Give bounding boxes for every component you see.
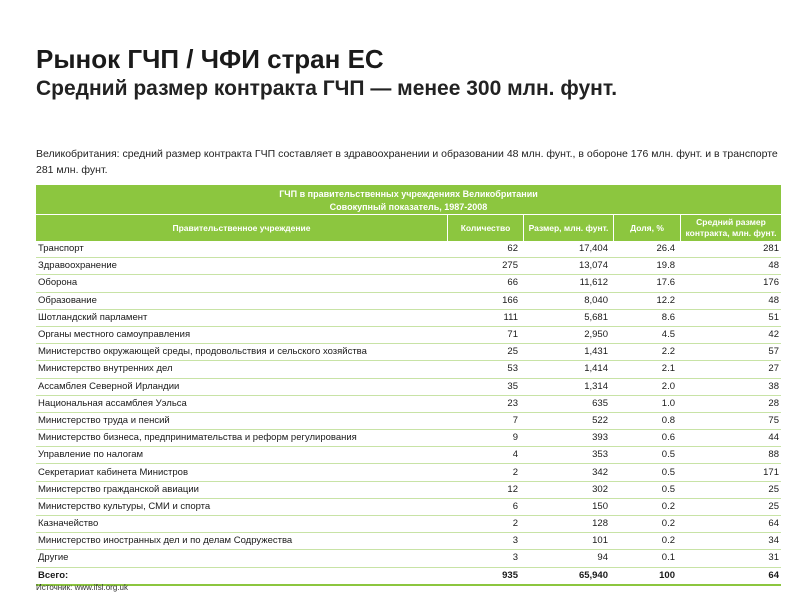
- total-size: 65,940: [578, 569, 608, 581]
- header-size: Размер, млн. фунт.: [524, 215, 614, 241]
- cell-count: 7: [512, 414, 518, 426]
- cell-average: 48: [768, 260, 779, 272]
- cell-institution: Управление по налогам: [38, 449, 144, 461]
- table-row: [36, 499, 781, 516]
- cell-average: 176: [763, 277, 779, 289]
- cell-share: 0.2: [661, 535, 675, 547]
- cell-institution: Образование: [38, 294, 97, 306]
- cell-count: 3: [512, 552, 518, 564]
- cell-average: 28: [768, 397, 779, 409]
- cell-count: 66: [507, 277, 518, 289]
- cell-average: 25: [768, 500, 779, 512]
- cell-count: 23: [507, 397, 518, 409]
- cell-institution: Оборона: [38, 277, 78, 289]
- table-row: [36, 344, 781, 361]
- cell-average: 64: [768, 518, 779, 530]
- cell-share: 0.5: [661, 483, 675, 495]
- table-row: [36, 533, 781, 550]
- table-row: [36, 482, 781, 499]
- cell-share: 12.2: [656, 294, 675, 306]
- cell-institution: Транспорт: [38, 243, 84, 255]
- table-row: [36, 275, 781, 292]
- cell-share: 0.5: [661, 449, 675, 461]
- table-row: [36, 516, 781, 533]
- total-label: Всего:: [38, 569, 69, 581]
- table-body: [36, 241, 781, 568]
- cell-count: 71: [507, 329, 518, 341]
- cell-institution: Министерство окружающей среды, продовольствия и сельского хозяйства: [38, 346, 367, 358]
- table-row: [36, 464, 781, 481]
- cell-size: 8,040: [584, 294, 608, 306]
- cell-count: 35: [507, 380, 518, 392]
- cell-average: 44: [768, 432, 779, 444]
- cell-average: 48: [768, 294, 779, 306]
- table-row: [36, 241, 781, 258]
- cell-institution: Национальная ассамблея Уэльса: [38, 397, 187, 409]
- cell-size: 1,431: [584, 346, 608, 358]
- cell-share: 4.5: [661, 329, 675, 341]
- cell-count: 62: [507, 243, 518, 255]
- cell-average: 75: [768, 414, 779, 426]
- cell-size: 522: [592, 414, 608, 426]
- cell-share: 0.6: [661, 432, 675, 444]
- cell-share: 19.8: [656, 260, 675, 272]
- total-count: 935: [502, 569, 518, 581]
- cell-size: 101: [592, 535, 608, 547]
- cell-institution: Казначейство: [38, 518, 99, 530]
- cell-average: 38: [768, 380, 779, 392]
- cell-count: 9: [512, 432, 518, 444]
- table-row: [36, 379, 781, 396]
- cell-count: 6: [512, 500, 518, 512]
- cell-size: 5,681: [584, 311, 608, 323]
- cell-average: 51: [768, 311, 779, 323]
- cell-size: 1,314: [584, 380, 608, 392]
- cell-count: 53: [507, 363, 518, 375]
- cell-size: 635: [592, 397, 608, 409]
- cell-institution: Здравоохранение: [38, 260, 117, 272]
- table-row: [36, 361, 781, 378]
- cell-size: 353: [592, 449, 608, 461]
- table-row: [36, 413, 781, 430]
- table-row: [36, 430, 781, 447]
- cell-size: 2,950: [584, 329, 608, 341]
- cell-share: 17.6: [656, 277, 675, 289]
- total-average: 64: [768, 569, 779, 581]
- cell-share: 0.1: [661, 552, 675, 564]
- cell-size: 342: [592, 466, 608, 478]
- cell-count: 275: [502, 260, 518, 272]
- cell-share: 2.1: [661, 363, 675, 375]
- cell-institution: Шотландский парламент: [38, 311, 148, 323]
- cell-size: 393: [592, 432, 608, 444]
- cell-size: 94: [597, 552, 608, 564]
- source-note: Источник: www.ifsl.org.uk: [36, 583, 128, 592]
- cell-count: 2: [512, 466, 518, 478]
- table-header-row: [36, 215, 781, 241]
- cell-average: 25: [768, 483, 779, 495]
- cell-institution: Министерство внутренних дел: [38, 363, 173, 375]
- cell-size: 13,074: [578, 260, 608, 272]
- cell-institution: Министерство гражданской авиации: [38, 483, 199, 495]
- cell-institution: Органы местного самоуправления: [38, 329, 191, 341]
- table-row: [36, 396, 781, 413]
- table-caption-line2: Совокупный показатель, 1987-2008: [329, 202, 488, 212]
- cell-institution: Министерство бизнеса, предпринимательства и реформ регулирования: [38, 432, 357, 444]
- cell-institution: Министерство труда и пенсий: [38, 414, 170, 426]
- table-caption-line1: ГЧП в правительственных учреждениях Великобритании: [279, 189, 538, 199]
- cell-share: 0.2: [661, 500, 675, 512]
- cell-count: 166: [502, 294, 518, 306]
- cell-size: 128: [592, 518, 608, 530]
- cell-average: 27: [768, 363, 779, 375]
- cell-count: 25: [507, 346, 518, 358]
- cell-average: 88: [768, 449, 779, 461]
- cell-average: 171: [763, 466, 779, 478]
- cell-size: 17,404: [578, 243, 608, 255]
- cell-count: 12: [507, 483, 518, 495]
- cell-share: 0.2: [661, 518, 675, 530]
- cell-count: 3: [512, 535, 518, 547]
- cell-institution: Другие: [38, 552, 69, 564]
- cell-average: 281: [763, 243, 779, 255]
- table-total-row: [36, 568, 781, 586]
- cell-share: 0.8: [661, 414, 675, 426]
- cell-size: 302: [592, 483, 608, 495]
- slide-title: Рынок ГЧП / ЧФИ стран ЕС: [36, 44, 384, 74]
- ppp-table: [36, 185, 781, 586]
- cell-institution: Министерство иностранных дел и по делам Содружества: [38, 535, 293, 547]
- table-row: [36, 550, 781, 567]
- cell-count: 2: [512, 518, 518, 530]
- table-row: [36, 310, 781, 327]
- intro-text: Великобритания: средний размер контракта ГЧП составляет в здравоохранении и образовании 48 млн. фунт., в обороне 176 млн. фунт. и в транспорте 281 млн. фунт.: [36, 148, 778, 176]
- table-caption: [36, 185, 781, 215]
- cell-share: 2.0: [661, 380, 675, 392]
- cell-institution: Министерство культуры, СМИ и спорта: [38, 500, 211, 512]
- cell-institution: Секретариат кабинета Министров: [38, 466, 189, 478]
- cell-average: 57: [768, 346, 779, 358]
- cell-average: 31: [768, 552, 779, 564]
- slide-subtitle: Средний размер контракта ГЧП — менее 300 млн. фунт.: [36, 77, 618, 100]
- cell-share: 8.6: [661, 311, 675, 323]
- cell-count: 111: [503, 311, 518, 323]
- cell-size: 150: [592, 500, 608, 512]
- cell-average: 42: [768, 329, 779, 341]
- cell-size: 1,414: [584, 363, 608, 375]
- header-institution: Правительственное учреждение: [36, 215, 448, 241]
- cell-share: 1.0: [661, 397, 675, 409]
- header-count: Количество: [448, 215, 524, 241]
- table-row: [36, 258, 781, 275]
- cell-share: 2.2: [661, 346, 675, 358]
- cell-share: 0.5: [661, 466, 675, 478]
- table-row: [36, 293, 781, 310]
- header-average: Средний размер контракта, млн. фунт.: [681, 215, 781, 241]
- cell-average: 34: [768, 535, 779, 547]
- cell-count: 4: [512, 449, 518, 461]
- total-share: 100: [659, 569, 675, 581]
- table-row: [36, 327, 781, 344]
- table-row: [36, 447, 781, 464]
- header-share: Доля, %: [614, 215, 681, 241]
- cell-share: 26.4: [656, 243, 675, 255]
- cell-institution: Ассамблея Северной Ирландии: [38, 380, 180, 392]
- cell-size: 11,612: [579, 277, 608, 289]
